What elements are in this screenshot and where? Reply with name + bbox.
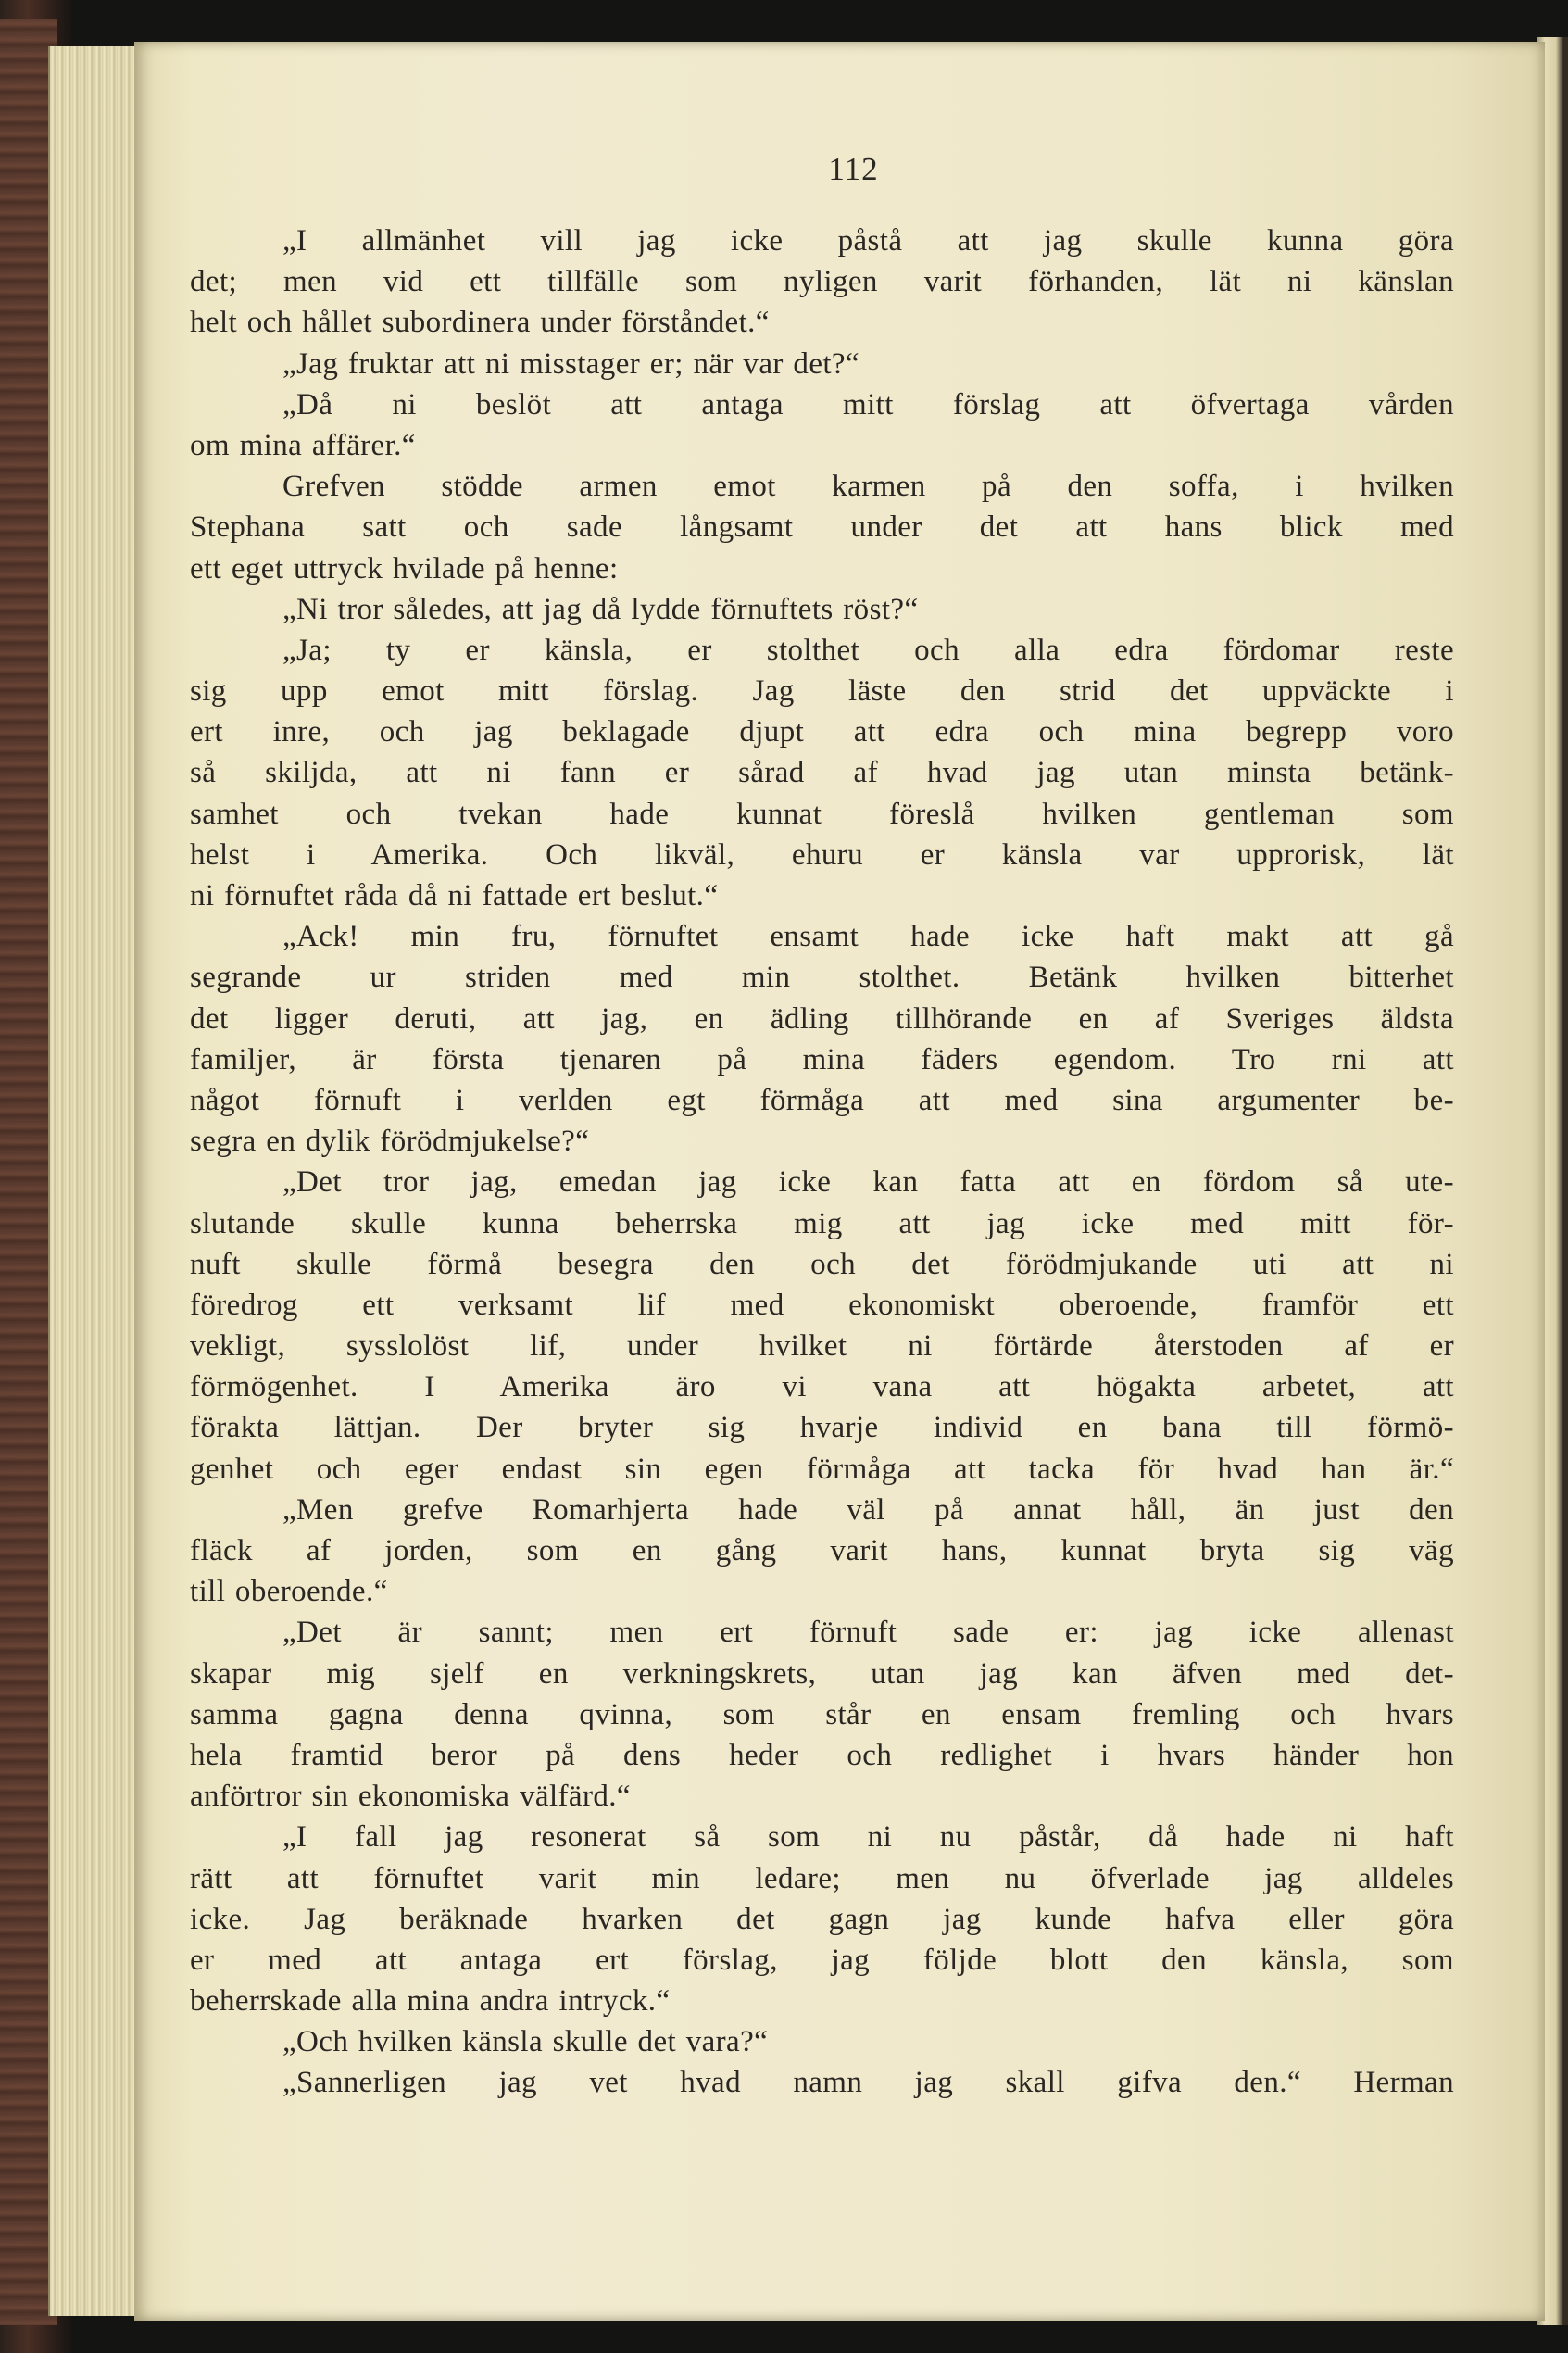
text-line: ert inre, och jag beklagade djupt att edra och mina begrepp voro <box>190 715 1454 749</box>
text-line: något förnuft i verlden egt förmåga att med sina argumenter be- <box>190 1083 1454 1117</box>
text-line: „Men grefve Romarhjerta hade väl på annat håll, än just den <box>282 1492 1454 1527</box>
text-line: vekligt, sysslolöst lif, under hvilket ni förtärde återstoden af er <box>190 1329 1454 1364</box>
text-line: familjer, är första tjenaren på mina fäders egendom. Tro rni att <box>190 1042 1454 1076</box>
text-line: slutande skulle kunna beherrska mig att jag icke med mitt för- <box>190 1206 1454 1240</box>
page-edges <box>48 46 143 2316</box>
text-line: det; men vid ett tillfälle som nyligen varit förhanden, lät ni känslan <box>190 265 1454 299</box>
text-line: er med att antaga ert förslag, jag följde blott den känsla, som <box>190 1943 1454 1977</box>
text-line: förakta lättjan. Der bryter sig hvarje individ en bana till förmö- <box>190 1411 1454 1445</box>
text-line: sig upp emot mitt förslag. Jag läste den strid det uppväckte i <box>190 674 1454 709</box>
text-line: skapar mig sjelf en verkningskrets, utan jag kan äfven med det- <box>190 1656 1454 1691</box>
text-line: „Det är sannt; men ert förnuft sade er: jag icke allenast <box>282 1616 1454 1650</box>
text-line: segrande ur striden med min stolthet. Betänk hvilken bitterhet <box>190 961 1454 995</box>
text-line: samhet och tvekan hade kunnat föreslå hvilken gentleman som <box>190 797 1454 831</box>
text-line: hela framtid beror på dens heder och redlighet i hvars händer hon <box>190 1738 1454 1772</box>
text-line: Grefven stödde armen emot karmen på den soffa, i hvilken <box>282 470 1454 504</box>
page-body-text <box>190 220 1454 2104</box>
text-line: genhet och eger endast sin egen förmåga att tacka för hvad han är.“ <box>190 1452 1454 1486</box>
text-line: förmögenhet. I Amerika äro vi vana att högakta arbetet, att <box>190 1370 1454 1404</box>
text-line: anförtror sin ekonomiska välfärd.“ <box>190 1780 631 1814</box>
text-line: „Det tror jag, emedan jag icke kan fatta att en fördom så ute- <box>282 1165 1454 1200</box>
text-line: till oberoende.“ <box>190 1575 388 1609</box>
text-line: beherrskade alla mina andra intryck.“ <box>190 1984 671 2019</box>
text-line: segra en dylik förödmjukelse?“ <box>190 1125 590 1159</box>
text-line: föredrog ett verksamt lif med ekonomiskt oberoende, framför ett <box>190 1288 1454 1322</box>
text-line: „I fall jag resonerat så som ni nu påstår, då hade ni haft <box>282 1820 1454 1855</box>
text-line: „Sannerligen jag vet hvad namn jag skall gifva den.“ Herman <box>282 2066 1454 2100</box>
text-line: „I allmänhet vill jag icke påstå att jag skulle kunna göra <box>282 224 1454 258</box>
text-line: helt och hållet subordinera under förståndet.“ <box>190 306 770 340</box>
text-line: samma gagna denna qvinna, som står en ensam fremling och hvars <box>190 1697 1454 1731</box>
text-line: „Ack! min fru, förnuftet ensamt hade icke haft makt att gå <box>282 920 1454 954</box>
text-line: om mina affärer.“ <box>190 428 416 462</box>
text-line: „Ja; ty er känsla, er stolthet och alla edra fördomar reste <box>282 633 1454 667</box>
text-line: Stephana satt och sade långsamt under det att hans blick med <box>190 510 1454 545</box>
text-line: det ligger deruti, att jag, en ädling tillhörande en af Sveriges äldsta <box>190 1001 1454 1036</box>
text-line: nuft skulle förmå besegra den och det förödmjukande uti att ni <box>190 1247 1454 1281</box>
page-number: 112 <box>828 151 879 187</box>
text-line: ni förnuftet råda då ni fattade ert beslut.“ <box>190 879 719 912</box>
text-line: „Jag fruktar att ni misstager er; när var det?“ <box>282 346 860 381</box>
text-line: „Ni tror således, att jag då lydde förnuftets röst?“ <box>282 592 919 626</box>
text-line: „Då ni beslöt att antaga mitt förslag att öfvertaga vården <box>282 387 1454 422</box>
text-line: helst i Amerika. Och likväl, ehuru er känsla var upprorisk, lät <box>190 837 1454 872</box>
text-line: rätt att förnuftet varit min ledare; men nu öfverlade jag alldeles <box>190 1861 1454 1895</box>
text-line: fläck af jorden, som en gång varit hans, kunnat bryta sig väg <box>190 1534 1454 1567</box>
text-line: icke. Jag beräknade hvarken det gagn jag kunde hafva eller göra <box>190 1902 1454 1936</box>
text-line: „Och hvilken känsla skulle det vara?“ <box>282 2025 769 2059</box>
text-line: ett eget uttryck hvilade på henne: <box>190 551 619 585</box>
text-line: så skiljda, att ni fann er sårad af hvad jag utan minsta betänk- <box>190 756 1454 790</box>
